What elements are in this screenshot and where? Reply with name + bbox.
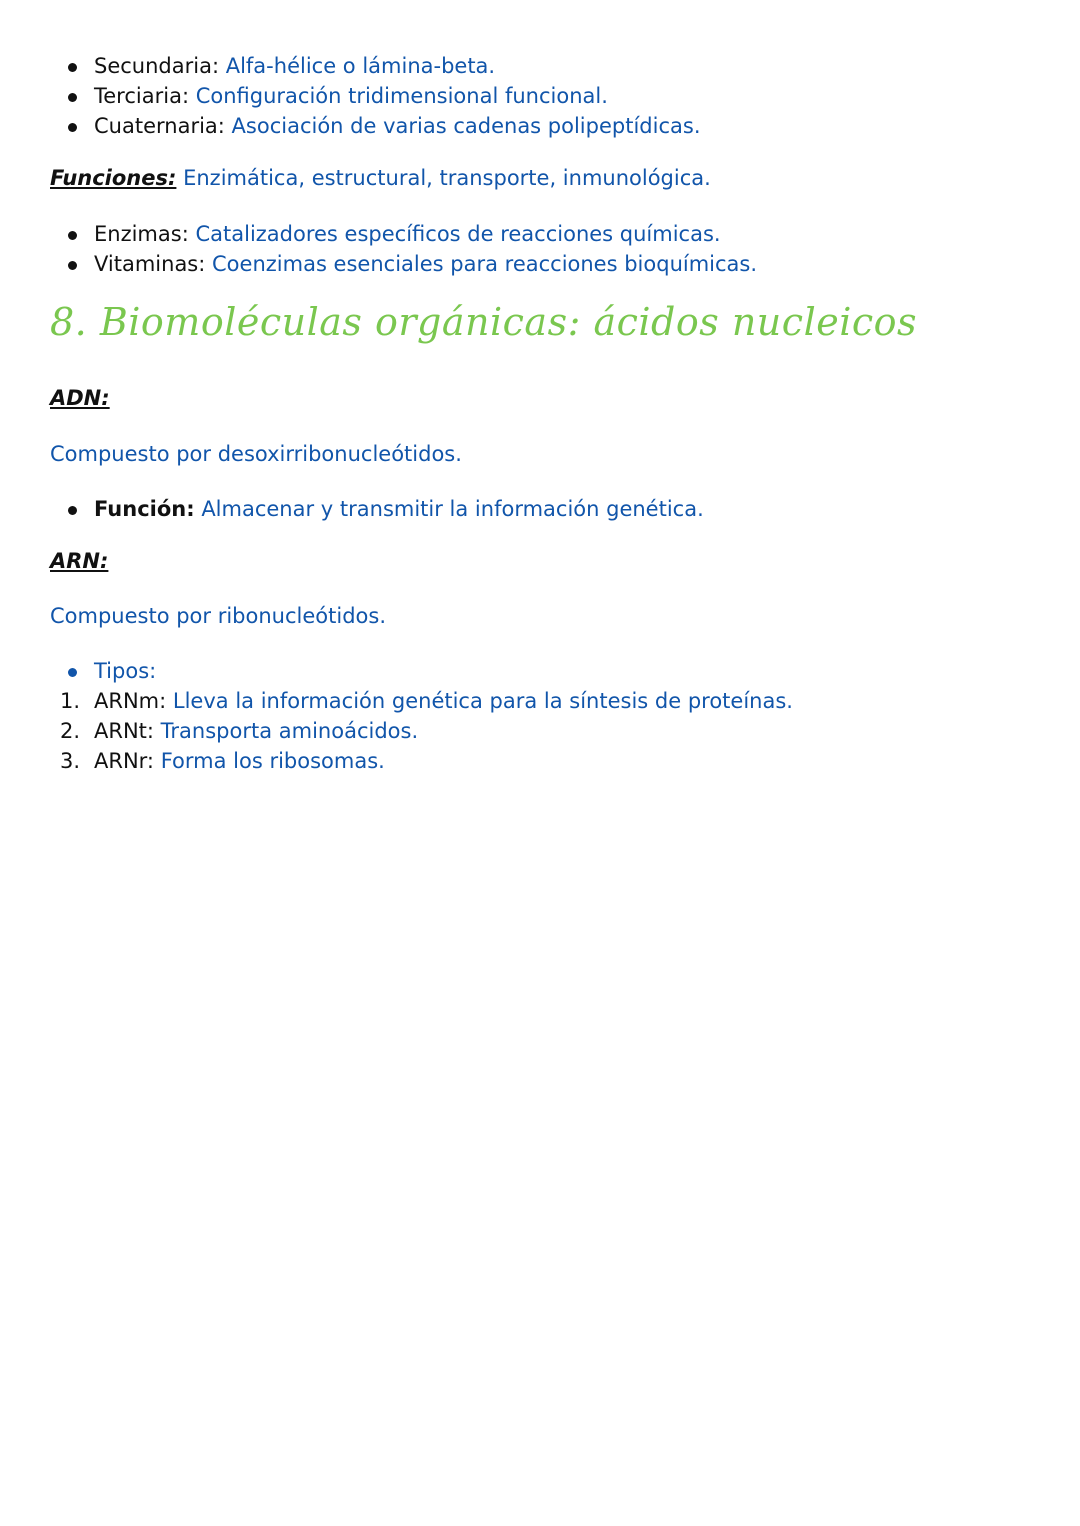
section-heading: 8. Biomoléculas orgánicas: ácidos nucleicos	[50, 300, 918, 344]
arn-tipos-list	[50, 656, 156, 686]
list-item	[50, 656, 156, 686]
list-term: ARNr:	[94, 749, 155, 773]
funciones-text: Enzimática, estructural, transporte, inmunológica.	[183, 166, 711, 190]
numbered-item	[50, 716, 793, 746]
bullet-icon	[68, 63, 77, 72]
structure-list	[50, 51, 701, 141]
adn-list	[50, 494, 704, 524]
item-number: 1.	[60, 689, 81, 713]
bullet-icon	[68, 231, 77, 240]
list-item	[50, 51, 701, 81]
item-number: 3.	[60, 749, 81, 773]
list-term: Vitaminas:	[94, 252, 206, 276]
list-desc: Lleva la información genética para la síntesis de proteínas.	[172, 689, 793, 713]
bullet-icon	[68, 668, 77, 677]
list-item	[50, 249, 757, 279]
list-desc: Forma los ribosomas.	[160, 749, 385, 773]
list-desc: Transporta aminoácidos.	[160, 719, 419, 743]
funciones-line	[50, 163, 711, 193]
list-desc: Asociación de varias cadenas polipeptídicas.	[231, 114, 701, 138]
arn-description: Compuesto por ribonucleótidos.	[50, 604, 386, 628]
list-desc: Configuración tridimensional funcional.	[195, 84, 608, 108]
list-item	[50, 81, 701, 111]
bullet-icon	[68, 123, 77, 132]
list-term: Función:	[94, 497, 195, 521]
adn-label-line	[50, 383, 110, 413]
arn-types-numbered-list	[50, 686, 793, 776]
list-term: ARNt:	[94, 719, 154, 743]
list-term: Cuaternaria:	[94, 114, 225, 138]
list-desc: Almacenar y transmitir la información genética.	[201, 497, 704, 521]
list-term: ARNm:	[94, 689, 167, 713]
item-number: 2.	[60, 719, 81, 743]
bullet-icon	[68, 93, 77, 102]
numbered-item	[50, 686, 793, 716]
adn-description: Compuesto por desoxirribonucleótidos.	[50, 442, 462, 466]
bullet-icon	[68, 261, 77, 270]
funciones-label: Funciones:	[50, 166, 177, 190]
list-term: Enzimas:	[94, 222, 189, 246]
list-desc: Catalizadores específicos de reacciones químicas.	[195, 222, 721, 246]
tipos-label: Tipos:	[94, 659, 157, 683]
list-item	[50, 111, 701, 141]
bullet-icon	[68, 506, 77, 515]
adn-label: ADN:	[50, 386, 110, 410]
list-term: Terciaria:	[94, 84, 190, 108]
list-desc: Coenzimas esenciales para reacciones bioquímicas.	[212, 252, 758, 276]
numbered-item	[50, 746, 793, 776]
arn-label-line	[50, 546, 108, 576]
funciones-list	[50, 219, 757, 279]
arn-label: ARN:	[50, 549, 109, 573]
list-desc: Alfa-hélice o lámina-beta.	[225, 54, 496, 78]
list-item	[50, 494, 704, 524]
list-term: Secundaria:	[94, 54, 220, 78]
list-item	[50, 219, 757, 249]
